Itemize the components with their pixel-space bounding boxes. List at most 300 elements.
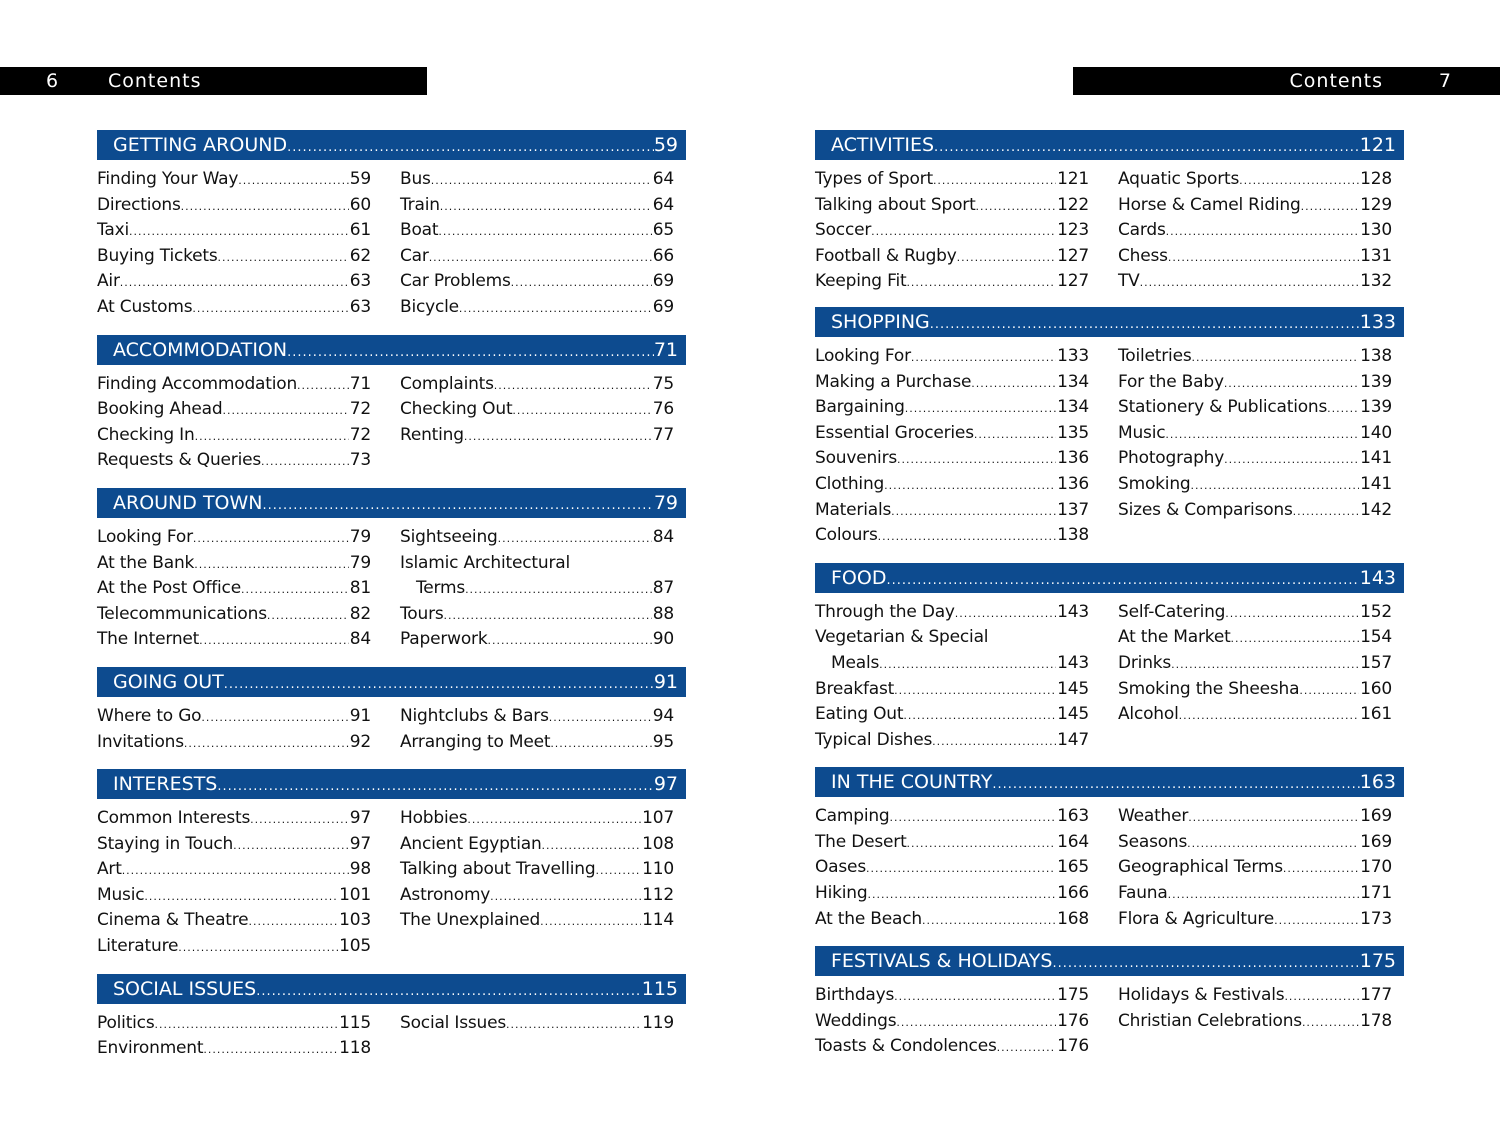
- section-heading[interactable]: [97, 335, 686, 365]
- toc-entry[interactable]: [97, 244, 371, 270]
- entry-page-number: 72: [349, 399, 371, 420]
- entry-label: Taxi: [97, 220, 129, 241]
- entry-page-number: 139: [1360, 397, 1392, 418]
- leader-dots: [957, 244, 1057, 271]
- toc-entry[interactable]: [815, 370, 1089, 396]
- leader-dots: [1187, 830, 1359, 857]
- entry-label: Toiletries: [1118, 345, 1192, 366]
- toc-entry[interactable]: [815, 446, 1089, 472]
- leader-dots: [906, 269, 1056, 296]
- leader-dots: [233, 832, 349, 859]
- toc-entry[interactable]: [400, 244, 674, 270]
- leader-dots: [1327, 395, 1359, 422]
- entry-page-number: 92: [349, 731, 371, 752]
- toc-entry[interactable]: [400, 908, 674, 934]
- entry-label: Renting: [400, 424, 464, 445]
- entry-page-number: 88: [652, 603, 674, 624]
- leader-dots: [250, 806, 349, 833]
- section-entries: [97, 518, 686, 653]
- entry-page-number: 71: [349, 373, 371, 394]
- toc-entry[interactable]: [815, 625, 1089, 651]
- leader-dots: [129, 218, 349, 245]
- entry-label: Photography: [1118, 448, 1225, 469]
- entry-column: [815, 600, 1089, 754]
- section-heading[interactable]: [97, 769, 686, 799]
- entry-column: [815, 804, 1089, 932]
- toc-entry[interactable]: [400, 269, 674, 295]
- entry-page-number: 147: [1057, 729, 1089, 750]
- entry-label: Music: [97, 884, 145, 905]
- entry-page-number: 112: [642, 884, 674, 905]
- section-title: GOING OUT: [113, 670, 224, 693]
- entry-page-number: 72: [349, 424, 371, 445]
- section-heading[interactable]: [97, 488, 686, 518]
- section-page-number: 163: [1359, 771, 1396, 794]
- entry-label: At the Beach: [815, 908, 922, 929]
- entry-label: Materials: [815, 499, 892, 520]
- entry-page-number: 84: [349, 629, 371, 650]
- running-title: Contents: [1289, 70, 1383, 92]
- section-heading[interactable]: [97, 667, 686, 697]
- entry-label: Bargaining: [815, 397, 905, 418]
- entry-page-number: 122: [1057, 194, 1089, 215]
- leader-dots: [549, 704, 652, 731]
- entry-page-number: 138: [1360, 345, 1392, 366]
- toc-entry[interactable]: [1118, 421, 1392, 447]
- leader-dots: [184, 730, 349, 757]
- toc-entry[interactable]: [1118, 881, 1392, 907]
- entry-page-number: 138: [1057, 525, 1089, 546]
- entry-label: Geographical Terms: [1118, 857, 1283, 878]
- section-heading[interactable]: [815, 307, 1404, 337]
- leader-dots: [1192, 344, 1360, 371]
- toc-entry[interactable]: [1118, 395, 1392, 421]
- leader-dots: [287, 339, 654, 361]
- running-title: Contents: [108, 70, 202, 92]
- leader-dots: [871, 218, 1056, 245]
- toc-entry[interactable]: [400, 806, 674, 832]
- toc-entry[interactable]: [1118, 983, 1392, 1009]
- leader-dots: [886, 567, 1359, 589]
- entry-page-number: 76: [652, 399, 674, 420]
- leader-dots: [933, 167, 1056, 194]
- toc-entry[interactable]: [1118, 472, 1392, 498]
- entry-label: At the Post Office: [97, 578, 241, 599]
- toc-entry[interactable]: [1118, 498, 1392, 524]
- toc-section-in-the-country: [815, 767, 1404, 932]
- entry-label: Finding Accommodation: [97, 373, 298, 394]
- toc-entry[interactable]: [1118, 702, 1392, 728]
- toc-entry[interactable]: [815, 881, 1089, 907]
- leader-dots: [459, 295, 652, 322]
- toc-entry[interactable]: [815, 193, 1089, 219]
- toc-entry[interactable]: [1118, 600, 1392, 626]
- entry-page-number: 105: [339, 936, 371, 957]
- entry-label: Hiking: [815, 883, 868, 904]
- toc-entry[interactable]: [97, 193, 371, 219]
- toc-entry[interactable]: [400, 627, 674, 653]
- toc-entry[interactable]: [400, 372, 674, 398]
- toc-entry[interactable]: [1118, 446, 1392, 472]
- section-entries: [815, 160, 1404, 295]
- leader-dots: [976, 193, 1057, 220]
- entry-label: Types of Sport: [815, 169, 933, 189]
- toc-entry[interactable]: [815, 677, 1089, 703]
- entry-page-number: 75: [652, 373, 674, 394]
- entry-page-number: 170: [1360, 857, 1392, 878]
- entry-label: Talking about Sport: [815, 194, 976, 215]
- toc-entry[interactable]: [97, 372, 371, 398]
- toc-entry[interactable]: [97, 167, 371, 193]
- toc-entry[interactable]: [815, 651, 1089, 677]
- entry-label: TV: [1118, 271, 1140, 292]
- section-heading[interactable]: [815, 946, 1404, 976]
- contents-left-page: [97, 130, 686, 1062]
- entry-page-number: 129: [1360, 194, 1392, 215]
- toc-entry[interactable]: [400, 602, 674, 628]
- toc-entry[interactable]: [400, 576, 674, 602]
- toc-entry[interactable]: [400, 551, 674, 577]
- leader-dots: [878, 523, 1057, 550]
- section-heading[interactable]: [815, 767, 1404, 797]
- entry-label: Fauna: [1118, 883, 1168, 904]
- toc-entry[interactable]: [1118, 167, 1392, 193]
- entry-label: Sizes & Comparisons: [1118, 499, 1293, 520]
- toc-entry[interactable]: [97, 525, 371, 551]
- toc-entry[interactable]: [97, 704, 371, 730]
- leader-dots: [890, 804, 1057, 831]
- leader-dots: [238, 167, 349, 194]
- toc-entry[interactable]: [815, 804, 1089, 830]
- section-page-number: 59: [653, 134, 678, 156]
- toc-entry[interactable]: [400, 167, 674, 193]
- leader-dots: [256, 978, 642, 1000]
- leader-dots: [464, 423, 652, 450]
- entry-label: Camping: [815, 806, 890, 827]
- section-page-number: 143: [1359, 566, 1396, 589]
- leader-dots: [199, 627, 349, 654]
- toc-entry[interactable]: [97, 730, 371, 756]
- entry-label: Talking about Travelling: [400, 859, 596, 880]
- entry-page-number: 79: [349, 526, 371, 547]
- entry-label: Eating Out: [815, 704, 904, 725]
- toc-entry[interactable]: [97, 397, 371, 423]
- entry-column: [400, 167, 674, 321]
- toc-entry[interactable]: [815, 218, 1089, 244]
- toc-entry[interactable]: [400, 218, 674, 244]
- entry-page-number: 61: [349, 220, 371, 241]
- leader-dots: [1166, 218, 1360, 245]
- toc-entry[interactable]: [97, 883, 371, 909]
- leader-dots: [506, 1011, 641, 1038]
- toc-entry[interactable]: [97, 448, 371, 474]
- leader-dots: [201, 704, 348, 731]
- entry-label: Cinema & Theatre: [97, 910, 249, 931]
- toc-entry[interactable]: [1118, 193, 1392, 219]
- toc-entry[interactable]: [97, 857, 371, 883]
- leader-dots: [1191, 472, 1360, 499]
- leader-dots: [178, 934, 338, 961]
- toc-entry[interactable]: [97, 551, 371, 577]
- toc-entry[interactable]: [400, 295, 674, 321]
- toc-entry[interactable]: [1118, 907, 1392, 933]
- section-heading[interactable]: [97, 130, 686, 160]
- leader-dots: [263, 492, 654, 514]
- entry-label: Colours: [815, 525, 878, 546]
- section-title: FESTIVALS & HOLIDAYS: [831, 950, 1053, 973]
- leader-dots: [438, 218, 651, 245]
- entry-column: [815, 167, 1089, 295]
- section-entries: [815, 976, 1404, 1060]
- entry-label: Music: [1118, 422, 1166, 443]
- section-title: GETTING AROUND: [113, 134, 288, 156]
- section-heading[interactable]: [815, 563, 1404, 593]
- leader-dots: [193, 525, 349, 552]
- toc-entry[interactable]: [97, 934, 371, 960]
- entry-page-number: 140: [1360, 422, 1392, 443]
- toc-entry[interactable]: [1118, 269, 1392, 295]
- entry-page-number: 63: [349, 271, 371, 292]
- entry-label: Staying in Touch: [97, 833, 234, 854]
- entry-label: Christian Celebrations: [1118, 1010, 1302, 1031]
- toc-entry[interactable]: [400, 730, 674, 756]
- toc-entry[interactable]: [400, 397, 674, 423]
- entry-label: Terms: [416, 578, 466, 599]
- leader-dots: [907, 830, 1057, 857]
- entry-page-number: 121: [1057, 169, 1089, 189]
- entry-column: [400, 806, 674, 960]
- toc-entry[interactable]: [1118, 1009, 1392, 1035]
- entry-label: The Desert: [815, 831, 907, 852]
- leader-dots: [932, 728, 1056, 755]
- entry-label: Flora & Agriculture: [1118, 908, 1275, 929]
- entry-page-number: 176: [1057, 1036, 1089, 1057]
- toc-entry[interactable]: [400, 857, 674, 883]
- entry-column: [400, 1011, 674, 1062]
- toc-section-accommodation: [97, 335, 686, 474]
- entry-label: Air: [97, 271, 120, 292]
- entry-label: Smoking: [1118, 473, 1191, 494]
- toc-entry[interactable]: [815, 702, 1089, 728]
- toc-entry[interactable]: [97, 602, 371, 628]
- entry-page-number: 152: [1360, 601, 1392, 622]
- toc-entry[interactable]: [1118, 804, 1392, 830]
- leader-dots: [896, 1009, 1056, 1036]
- toc-entry[interactable]: [815, 600, 1089, 626]
- leader-dots: [867, 881, 1056, 908]
- toc-entry[interactable]: [815, 855, 1089, 881]
- toc-entry[interactable]: [1118, 830, 1392, 856]
- entry-page-number: 91: [349, 705, 371, 726]
- toc-entry[interactable]: [97, 806, 371, 832]
- toc-entry[interactable]: [815, 344, 1089, 370]
- entry-column: [97, 806, 371, 960]
- toc-entry[interactable]: [815, 498, 1089, 524]
- entry-column: [400, 704, 674, 755]
- entry-page-number: 136: [1057, 448, 1089, 469]
- toc-section-food: [815, 563, 1404, 754]
- section-heading[interactable]: [815, 130, 1404, 160]
- entry-page-number: 173: [1360, 908, 1392, 929]
- toc-entry[interactable]: [1118, 218, 1392, 244]
- toc-entry[interactable]: [815, 167, 1089, 193]
- entry-page-number: 65: [652, 220, 674, 241]
- leader-dots: [542, 832, 642, 859]
- entry-page-number: 154: [1360, 627, 1392, 648]
- entry-page-number: 94: [652, 705, 674, 726]
- entry-page-number: 130: [1360, 220, 1392, 241]
- leader-dots: [467, 806, 641, 833]
- leader-dots: [911, 344, 1056, 371]
- leader-dots: [997, 1034, 1057, 1061]
- entry-page-number: 79: [349, 552, 371, 573]
- section-entries: [97, 1004, 686, 1062]
- entry-page-number: 87: [652, 578, 674, 599]
- entry-page-number: 137: [1057, 499, 1089, 520]
- toc-entry[interactable]: [1118, 244, 1392, 270]
- leader-dots: [1168, 244, 1359, 271]
- entry-page-number: 134: [1057, 371, 1089, 392]
- toc-entry[interactable]: [815, 421, 1089, 447]
- toc-entry[interactable]: [400, 193, 674, 219]
- entry-label: Invitations: [97, 731, 184, 752]
- leader-dots: [194, 551, 349, 578]
- section-heading[interactable]: [97, 974, 686, 1004]
- entry-column: [97, 1011, 371, 1062]
- entry-page-number: 178: [1360, 1010, 1392, 1031]
- toc-entry[interactable]: [815, 523, 1089, 549]
- entry-page-number: 103: [339, 910, 371, 931]
- entry-page-number: 128: [1360, 169, 1392, 189]
- leader-dots: [894, 677, 1056, 704]
- section-entries: [815, 797, 1404, 932]
- entry-column: [815, 983, 1089, 1060]
- toc-entry[interactable]: [815, 269, 1089, 295]
- toc-entry[interactable]: [1118, 370, 1392, 396]
- entry-page-number: 108: [642, 833, 674, 854]
- toc-entry[interactable]: [400, 704, 674, 730]
- toc-section-festivals-and-holidays: [815, 946, 1404, 1060]
- toc-entry[interactable]: [815, 244, 1089, 270]
- toc-entry[interactable]: [97, 1036, 371, 1062]
- leader-dots: [866, 855, 1056, 882]
- entry-label: Looking For: [97, 526, 193, 547]
- toc-entry[interactable]: [97, 423, 371, 449]
- toc-entry[interactable]: [97, 269, 371, 295]
- toc-entry[interactable]: [1118, 677, 1392, 703]
- entry-page-number: 169: [1360, 806, 1392, 827]
- entry-label: Islamic Architectural: [400, 552, 570, 573]
- section-page-number: 97: [653, 773, 678, 796]
- entry-column: [815, 344, 1089, 549]
- entry-page-number: 77: [652, 424, 674, 445]
- entry-label: Meals: [831, 652, 880, 673]
- toc-entry[interactable]: [400, 1011, 674, 1037]
- toc-entry[interactable]: [1118, 344, 1392, 370]
- leader-dots: [540, 908, 641, 935]
- section-title: INTERESTS: [113, 773, 218, 796]
- leader-dots: [429, 244, 652, 271]
- toc-entry[interactable]: [400, 832, 674, 858]
- entry-label: Literature: [97, 936, 179, 957]
- toc-entry[interactable]: [400, 883, 674, 909]
- entry-column: [1118, 167, 1392, 295]
- entry-label: Tours: [400, 603, 444, 624]
- section-entries: [97, 697, 686, 755]
- entry-label: Soccer: [815, 220, 872, 241]
- leader-dots: [511, 269, 652, 296]
- toc-entry[interactable]: [815, 907, 1089, 933]
- toc-entry[interactable]: [815, 983, 1089, 1009]
- toc-entry[interactable]: [97, 627, 371, 653]
- entry-label: Alcohol: [1118, 704, 1179, 725]
- entry-label: Boat: [400, 220, 439, 241]
- leader-dots: [512, 397, 651, 424]
- leader-dots: [494, 372, 652, 399]
- entry-label: Breakfast: [815, 678, 895, 699]
- entry-page-number: 177: [1360, 985, 1392, 1006]
- entry-label: Directions: [97, 194, 181, 215]
- section-title: SOCIAL ISSUES: [113, 977, 257, 1000]
- toc-entry[interactable]: [1118, 855, 1392, 881]
- entry-label: Arranging to Meet: [400, 731, 551, 752]
- toc-entry[interactable]: [815, 1009, 1089, 1035]
- leader-dots: [297, 372, 349, 399]
- toc-entry[interactable]: [97, 908, 371, 934]
- entry-column: [400, 525, 674, 653]
- entry-page-number: 60: [349, 194, 371, 215]
- entry-label: Checking In: [97, 424, 195, 445]
- leader-dots: [930, 311, 1360, 333]
- entry-page-number: 134: [1057, 397, 1089, 418]
- toc-entry[interactable]: [815, 830, 1089, 856]
- toc-entry[interactable]: [97, 1011, 371, 1037]
- entry-page-number: 176: [1057, 1010, 1089, 1031]
- leader-dots: [894, 983, 1056, 1010]
- entry-label: Social Issues: [400, 1012, 507, 1033]
- entry-page-number: 97: [349, 833, 371, 854]
- entry-label: Making a Purchase: [815, 371, 972, 392]
- entry-page-number: 133: [1057, 345, 1089, 366]
- section-entries: [97, 799, 686, 960]
- toc-entry[interactable]: [1118, 651, 1392, 677]
- entry-label: The Unexplained: [400, 910, 541, 931]
- toc-entry[interactable]: [97, 218, 371, 244]
- leader-dots: [1302, 1009, 1359, 1036]
- toc-entry[interactable]: [400, 525, 674, 551]
- leader-dots: [1239, 167, 1359, 194]
- entry-label: Hobbies: [400, 808, 468, 829]
- entry-label: Bus: [400, 169, 431, 189]
- entry-label: Souvenirs: [815, 448, 898, 469]
- entry-page-number: 127: [1057, 271, 1089, 292]
- section-entries: [815, 593, 1404, 754]
- leader-dots: [879, 651, 1056, 678]
- entry-page-number: 139: [1360, 371, 1392, 392]
- entry-label: Holidays & Festivals: [1118, 985, 1285, 1006]
- toc-entry[interactable]: [97, 295, 371, 321]
- leader-dots: [1301, 193, 1360, 220]
- toc-entry[interactable]: [815, 1034, 1089, 1060]
- entry-label: Weather: [1118, 806, 1189, 827]
- toc-entry[interactable]: [815, 395, 1089, 421]
- toc-entry[interactable]: [97, 832, 371, 858]
- toc-entry[interactable]: [400, 423, 674, 449]
- toc-entry[interactable]: [815, 472, 1089, 498]
- toc-entry[interactable]: [1118, 625, 1392, 651]
- toc-entry[interactable]: [815, 728, 1089, 754]
- toc-entry[interactable]: [97, 576, 371, 602]
